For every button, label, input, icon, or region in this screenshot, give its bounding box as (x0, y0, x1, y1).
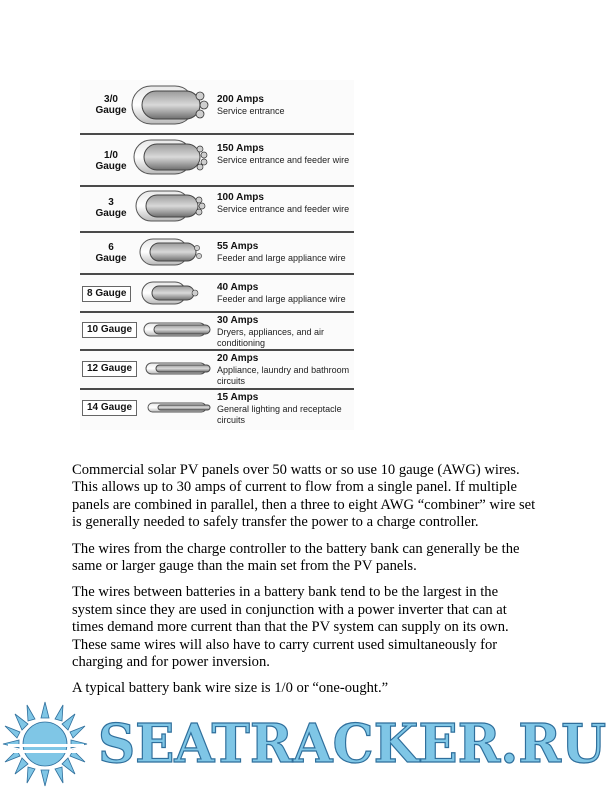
amp-rating (217, 143, 353, 166)
gauge-row-12 (80, 351, 354, 390)
body-text (72, 462, 540, 707)
gauge-row-8 (80, 275, 354, 313)
amp-description: Service entrance (217, 106, 285, 116)
wire-gauge-figure (80, 80, 354, 430)
amp-rating (217, 282, 353, 305)
gauge-row-10 (80, 313, 354, 351)
paragraph-pv-panel-wires: Commercial solar PV panels over 50 watts or so use 10 gauge (AWG) wires. This allows up to 30 amps of current to flow from a single panel. If multiple panels are combined in parallel, then a three to eight AWG “combiner” wire set is generally needed to safely transfer the power to a charge controller. (72, 462, 536, 531)
sun-stripe (8, 744, 84, 747)
gauge-row-6 (80, 233, 354, 275)
gauge-label: 10 Gauge (82, 322, 137, 338)
gauge-label: 1/0 Gauge (95, 150, 127, 172)
watermark-text: SEATRACKER.RU (98, 713, 606, 775)
gauge-row-3 (80, 187, 354, 233)
paragraph-battery-wires: The wires between batteries in a battery bank tend to be the largest in the system since they are used in conjunction with a power inverter that can at times demand more current than that the PV system can supply on its own. These same wires will also have to carry current used simultaneously for charging and for power inversion. (72, 584, 509, 671)
amp-description: General lighting and receptacle circuits (217, 404, 342, 425)
sun-stripe (8, 750, 84, 753)
gauge-row-14 (80, 390, 354, 430)
gauge-row-1-0 (80, 135, 354, 187)
amp-description: Feeder and large appliance wire (217, 294, 346, 304)
amp-description: Feeder and large appliance wire (217, 253, 346, 263)
amp-rating (217, 353, 353, 387)
gauge-label: 14 Gauge (82, 400, 137, 416)
paragraph-battery-wire-size: A typical battery bank wire size is 1/0 or “one-ought.” (72, 680, 389, 697)
watermark-svg (0, 700, 612, 792)
amp-rating (217, 192, 353, 215)
amp-description: Service entrance and feeder wire (217, 204, 350, 214)
gauge-row-3-0 (80, 80, 354, 135)
amp-value: 15 Amps (217, 392, 259, 403)
amp-value: 100 Amps (217, 192, 264, 203)
amp-rating (217, 94, 353, 117)
amp-value: 200 Amps (217, 94, 264, 105)
gauge-label: 3 Gauge (95, 197, 127, 219)
amp-rating (217, 315, 353, 349)
amp-rating (217, 392, 353, 426)
amp-description: Dryers, appliances, and air conditioning (217, 327, 325, 348)
amp-rating (217, 241, 353, 264)
watermark-banner (0, 700, 612, 792)
amp-description: Appliance, laundry and bathroom circuits (217, 365, 350, 386)
paragraph-charge-controller-wires: The wires from the charge controller to the battery bank can generally be the same or larger gauge than the main set from the PV panels. (72, 540, 520, 575)
gauge-label: 8 Gauge (82, 286, 131, 302)
amp-value: 55 Amps (217, 241, 259, 252)
amp-value: 20 Amps (217, 353, 259, 364)
gauge-label: 3/0 Gauge (95, 94, 127, 116)
amp-value: 30 Amps (217, 315, 259, 326)
amp-description: Service entrance and feeder wire (217, 155, 350, 165)
gauge-label: 6 Gauge (95, 242, 127, 264)
gauge-label: 12 Gauge (82, 361, 137, 377)
amp-value: 40 Amps (217, 282, 259, 293)
amp-value: 150 Amps (217, 143, 264, 154)
